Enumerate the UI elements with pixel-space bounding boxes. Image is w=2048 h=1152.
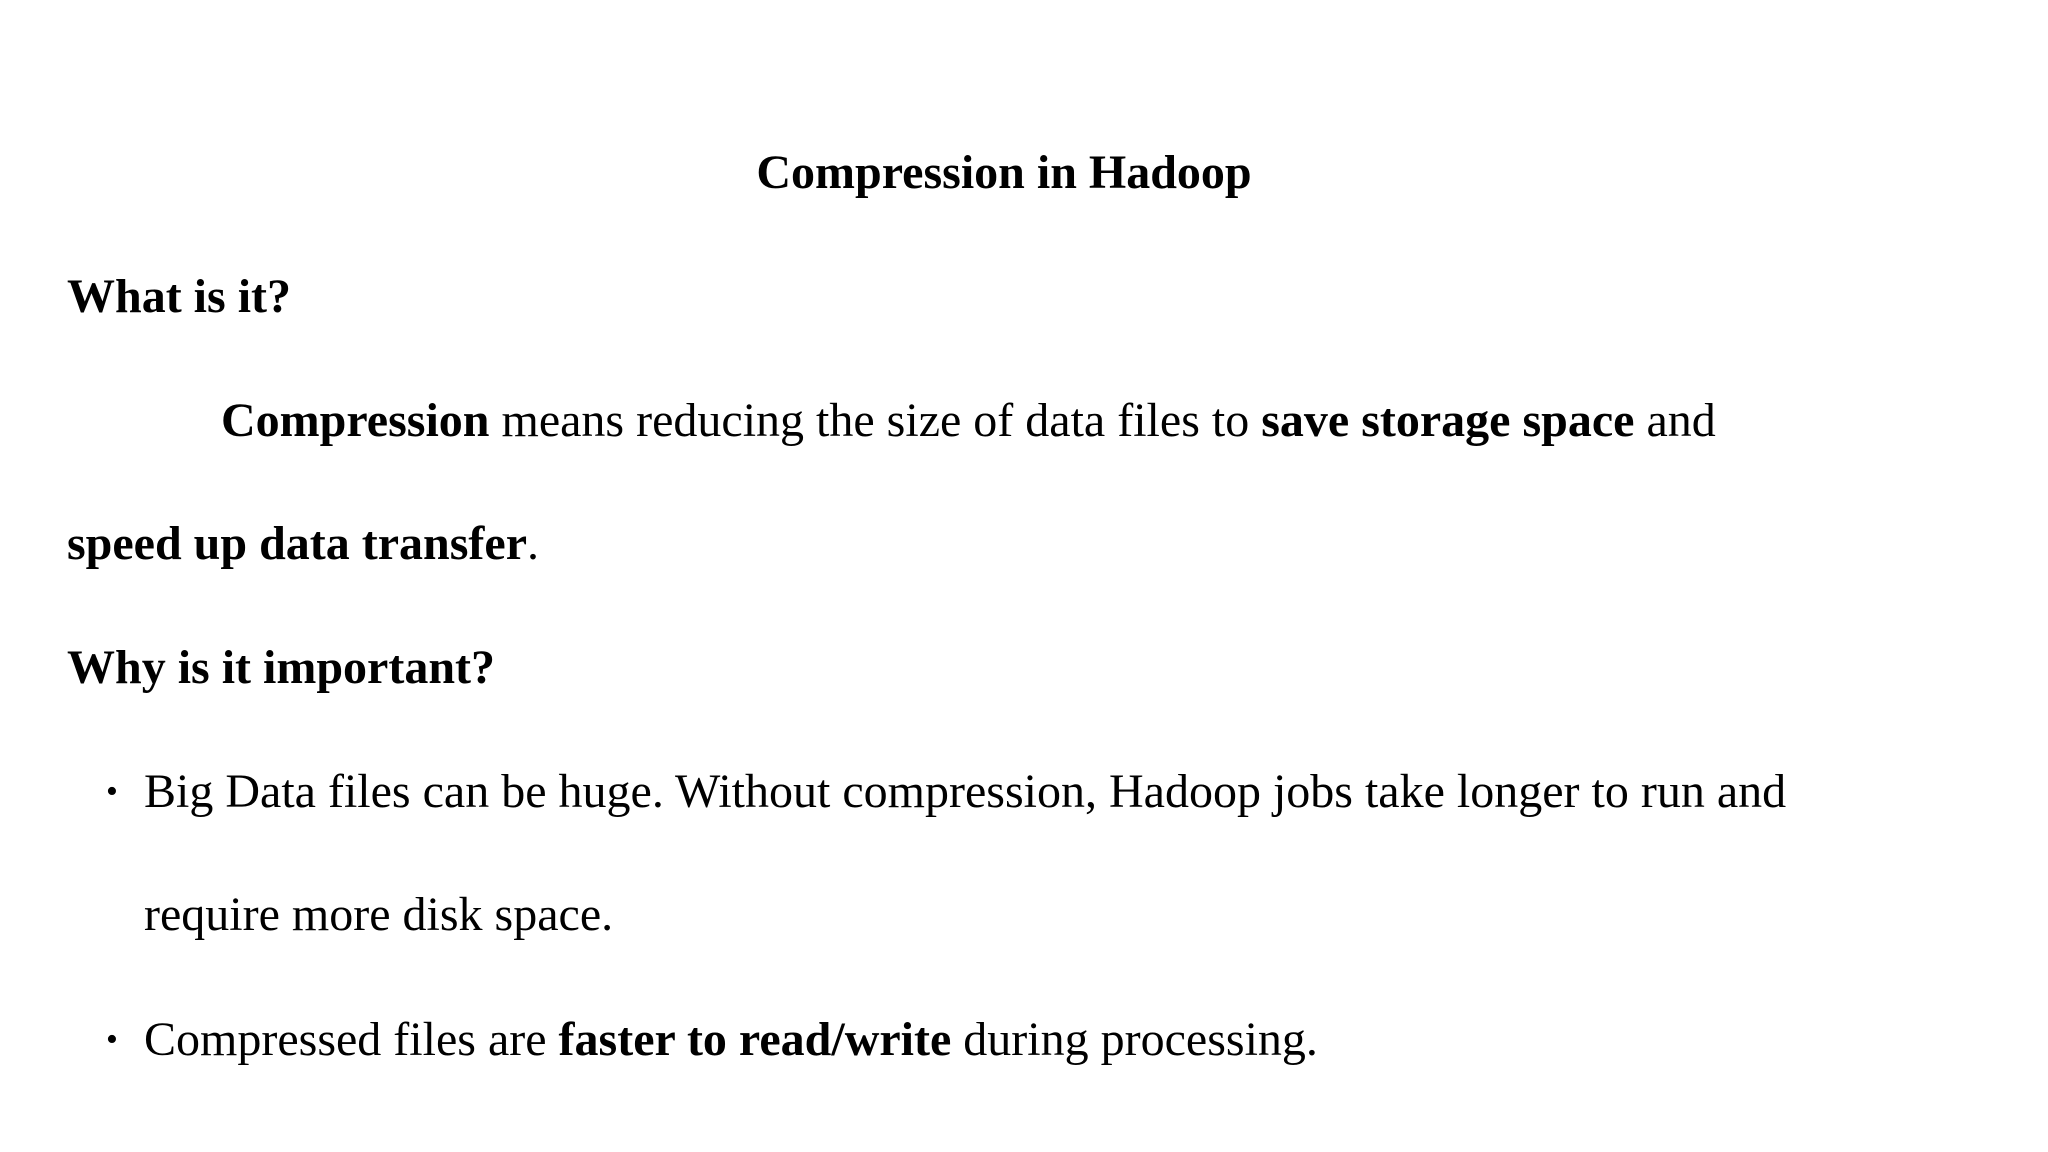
- emphasis-speed-up: speed up data transfer: [67, 517, 528, 570]
- emphasis-faster: faster to read/write: [558, 1013, 952, 1066]
- bullet-2-text: Compressed files are: [144, 1013, 559, 1066]
- period: .: [527, 517, 540, 570]
- section-heading-why: Why is it important?: [67, 641, 496, 694]
- definition-paragraph-line-1: [221, 394, 1716, 447]
- bullet-icon: •: [106, 1021, 118, 1058]
- definition-text: means reducing the size of data files to: [489, 394, 1262, 447]
- term-compression: Compression: [221, 394, 490, 447]
- definition-paragraph-line-2: [67, 517, 540, 570]
- section-heading-what: What is it?: [67, 270, 292, 323]
- definition-text-and: and: [1634, 394, 1716, 447]
- emphasis-save-storage: save storage space: [1261, 394, 1635, 447]
- bullet-2: [144, 1013, 1318, 1066]
- bullet-2-text-end: during processing.: [951, 1013, 1318, 1066]
- bullet-icon: •: [106, 773, 118, 810]
- bullet-1-line-2: require more disk space.: [144, 888, 614, 941]
- page-title: Compression in Hadoop: [756, 146, 1252, 199]
- bullet-1-line-1: Big Data files can be huge. Without compression, Hadoop jobs take longer to run and: [144, 765, 1787, 818]
